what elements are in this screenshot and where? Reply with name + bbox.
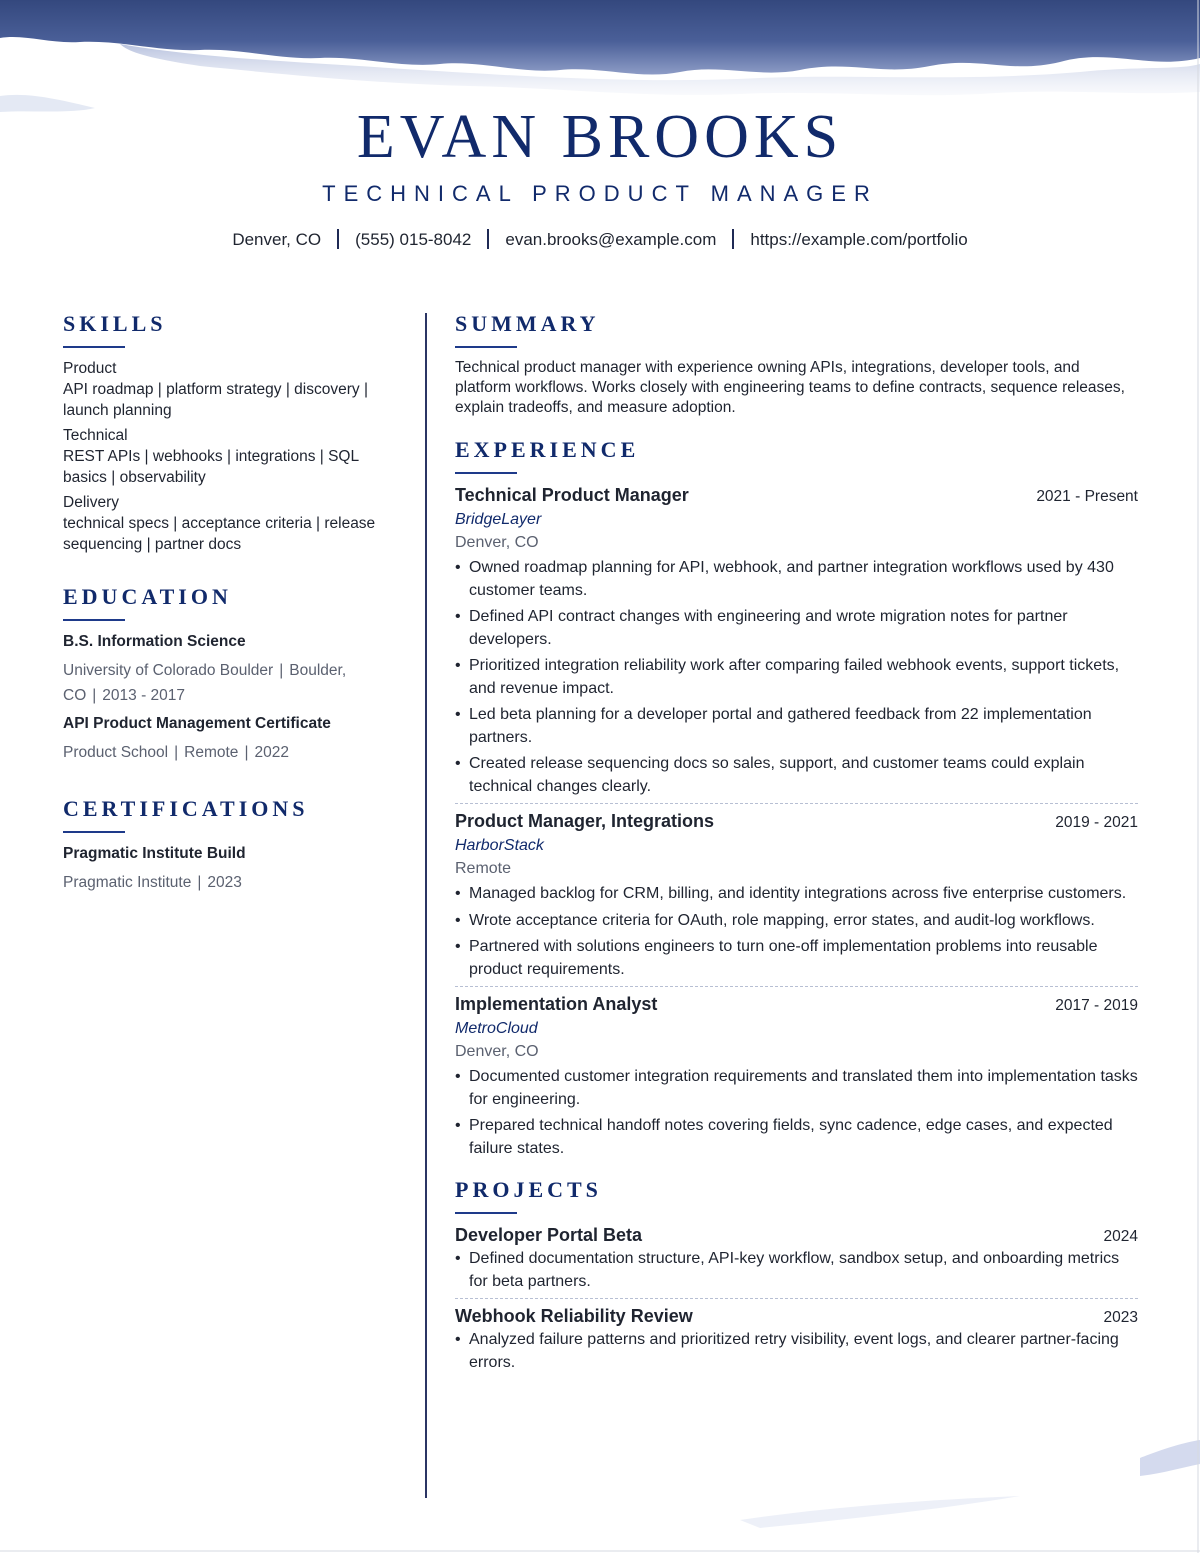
- project-entry: [455, 1305, 1138, 1374]
- education-entry: [63, 713, 398, 765]
- section-underline: [455, 1212, 517, 1214]
- job-bullet: • Partnered with solutions engineers to turn one-off implementation problems into reusable product requirements.: [455, 936, 1138, 981]
- project-entry: [455, 1224, 1138, 1293]
- job-bullet: • Prioritized integration reliability work after comparing failed webhook events, support tickets, and revenue impact.: [455, 655, 1138, 700]
- section-underline: [63, 346, 125, 348]
- school-place: Remote: [184, 744, 239, 761]
- job-location: Denver, CO: [455, 534, 539, 551]
- job-bullet: • Created release sequencing docs so sales, support, and customer teams could explain technical changes clearly.: [455, 753, 1138, 798]
- skills-section: [63, 310, 398, 555]
- contact-location: Denver, CO: [232, 230, 322, 249]
- job-bullets: [455, 883, 1138, 981]
- section-underline: [63, 619, 125, 621]
- project-name: Webhook Reliability Review: [455, 1306, 693, 1326]
- job-bullets: [455, 1066, 1138, 1160]
- candidate-role: TECHNICAL PRODUCT MANAGER: [322, 181, 878, 206]
- job-location: Remote: [455, 860, 512, 877]
- contact-separator: [337, 229, 339, 249]
- entry-separator: [455, 803, 1138, 804]
- skill-items: API roadmap | platform strategy | discovery | launch planning: [63, 381, 368, 419]
- certification-meta: Pragmatic Institute | 2023: [63, 874, 242, 891]
- summary-text: Technical product manager with experience owning APIs, integrations, developer tools, and platform workflows. Works closely with engineering teams to define contracts, sequence releases, explain tradeoffs, and measure adoption.: [455, 359, 1125, 416]
- entry-separator: [455, 986, 1138, 987]
- job-bullet: • Led beta planning for a developer portal and gathered feedback from 22 implementation partners.: [455, 704, 1138, 749]
- project-bullet: • Defined documentation structure, API-key workflow, sandbox setup, and onboarding metrics for beta partners.: [455, 1248, 1138, 1293]
- job-entry: [455, 810, 1138, 981]
- project-name: Developer Portal Beta: [455, 1225, 643, 1245]
- job-bullet: • Wrote acceptance criteria for OAuth, role mapping, error states, and audit-log workflows.: [455, 910, 1138, 933]
- project-bullets: [455, 1329, 1138, 1374]
- section-title-certifications: CERTIFICATIONS: [63, 796, 309, 821]
- school-name: University of Colorado Boulder: [63, 662, 274, 679]
- school-place: Boulder, CO: [63, 662, 347, 704]
- job-bullet: • Prepared technical handoff notes covering fields, sync cadence, edge cases, and expected failure states.: [455, 1115, 1138, 1160]
- job-title: Technical Product Manager: [455, 485, 689, 505]
- certification-year: 2023: [207, 874, 242, 891]
- certification-issuer: Pragmatic Institute: [63, 874, 192, 891]
- project-year: 2023: [1103, 1309, 1138, 1326]
- section-underline: [455, 472, 517, 474]
- skill-category: Delivery: [63, 494, 119, 511]
- job-title: Implementation Analyst: [455, 994, 658, 1014]
- degree-title: B.S. Information Science: [63, 633, 246, 650]
- section-title-skills: SKILLS: [63, 311, 167, 336]
- skill-category: Product: [63, 360, 117, 377]
- job-company: BridgeLayer: [455, 511, 542, 528]
- section-underline: [455, 346, 517, 348]
- school-name: Product School: [63, 744, 169, 761]
- degree-title: API Product Management Certificate: [63, 715, 331, 732]
- certifications-section: [63, 795, 398, 895]
- contact-website[interactable]: https://example.com/portfolio: [750, 230, 968, 249]
- job-location: Denver, CO: [455, 1043, 539, 1060]
- section-title-education: EDUCATION: [63, 584, 232, 609]
- job-title: Product Manager, Integrations: [455, 811, 715, 831]
- right-column: [455, 310, 1138, 1378]
- summary-section: [455, 310, 1138, 418]
- job-company: MetroCloud: [455, 1020, 538, 1037]
- job-bullets: [455, 557, 1138, 798]
- education-meta: Product School | Remote | 2022: [63, 744, 289, 761]
- job-dates: 2017 - 2019: [1055, 997, 1138, 1014]
- entry-separator: [455, 1298, 1138, 1299]
- job-company: HarborStack: [455, 837, 544, 854]
- experience-section: [455, 436, 1138, 1160]
- certification-entry: [63, 843, 398, 895]
- column-divider: [425, 313, 427, 1498]
- education-section: [63, 583, 398, 765]
- contact-phone: (555) 015-8042: [355, 230, 472, 249]
- skill-category: Technical: [63, 427, 128, 444]
- education-entry: [63, 631, 398, 708]
- job-entry: [455, 993, 1138, 1160]
- section-title-summary: SUMMARY: [455, 311, 600, 336]
- project-bullets: [455, 1248, 1138, 1293]
- skill-items: REST APIs | webhooks | integrations | SQL basics | observability: [63, 448, 359, 486]
- section-underline: [63, 831, 125, 833]
- job-dates: 2019 - 2021: [1055, 814, 1138, 831]
- candidate-name: EVAN BROOKS: [356, 103, 844, 171]
- school-years: 2013 - 2017: [102, 687, 186, 704]
- job-bullet: • Documented customer integration requirements and translated them into implementation tasks for engineering.: [455, 1066, 1138, 1111]
- contact-email[interactable]: evan.brooks@example.com: [505, 230, 717, 249]
- job-bullet: • Defined API contract changes with engineering and wrote migration notes for partner developers.: [455, 606, 1138, 651]
- project-bullet: • Analyzed failure patterns and prioritized retry visibility, event logs, and clearer partner-facing errors.: [455, 1329, 1138, 1374]
- section-title-projects: PROJECTS: [455, 1177, 602, 1202]
- contact-separator: [732, 229, 734, 249]
- job-bullet: • Owned roadmap planning for API, webhook, and partner integration workflows used by 430 customer teams.: [455, 557, 1138, 602]
- job-dates: 2021 - Present: [1036, 488, 1138, 505]
- section-title-experience: EXPERIENCE: [455, 437, 640, 462]
- projects-section: [455, 1176, 1138, 1374]
- project-year: 2024: [1103, 1228, 1138, 1245]
- skill-group: [63, 358, 398, 421]
- contact-separator: [487, 229, 489, 249]
- skill-group: [63, 425, 398, 488]
- certification-name: Pragmatic Institute Build: [63, 845, 246, 862]
- contact-line: [0, 229, 1200, 251]
- job-entry: [455, 484, 1138, 798]
- left-column: [63, 310, 398, 895]
- job-bullet: • Managed backlog for CRM, billing, and identity integrations across five enterprise customers.: [455, 883, 1138, 906]
- skill-items: technical specs | acceptance criteria | release sequencing | partner docs: [63, 515, 376, 553]
- school-years: 2022: [254, 744, 289, 761]
- skill-group: [63, 492, 398, 555]
- education-meta: University of Colorado Boulder | Boulder, CO | 2013 - 2017: [63, 662, 347, 704]
